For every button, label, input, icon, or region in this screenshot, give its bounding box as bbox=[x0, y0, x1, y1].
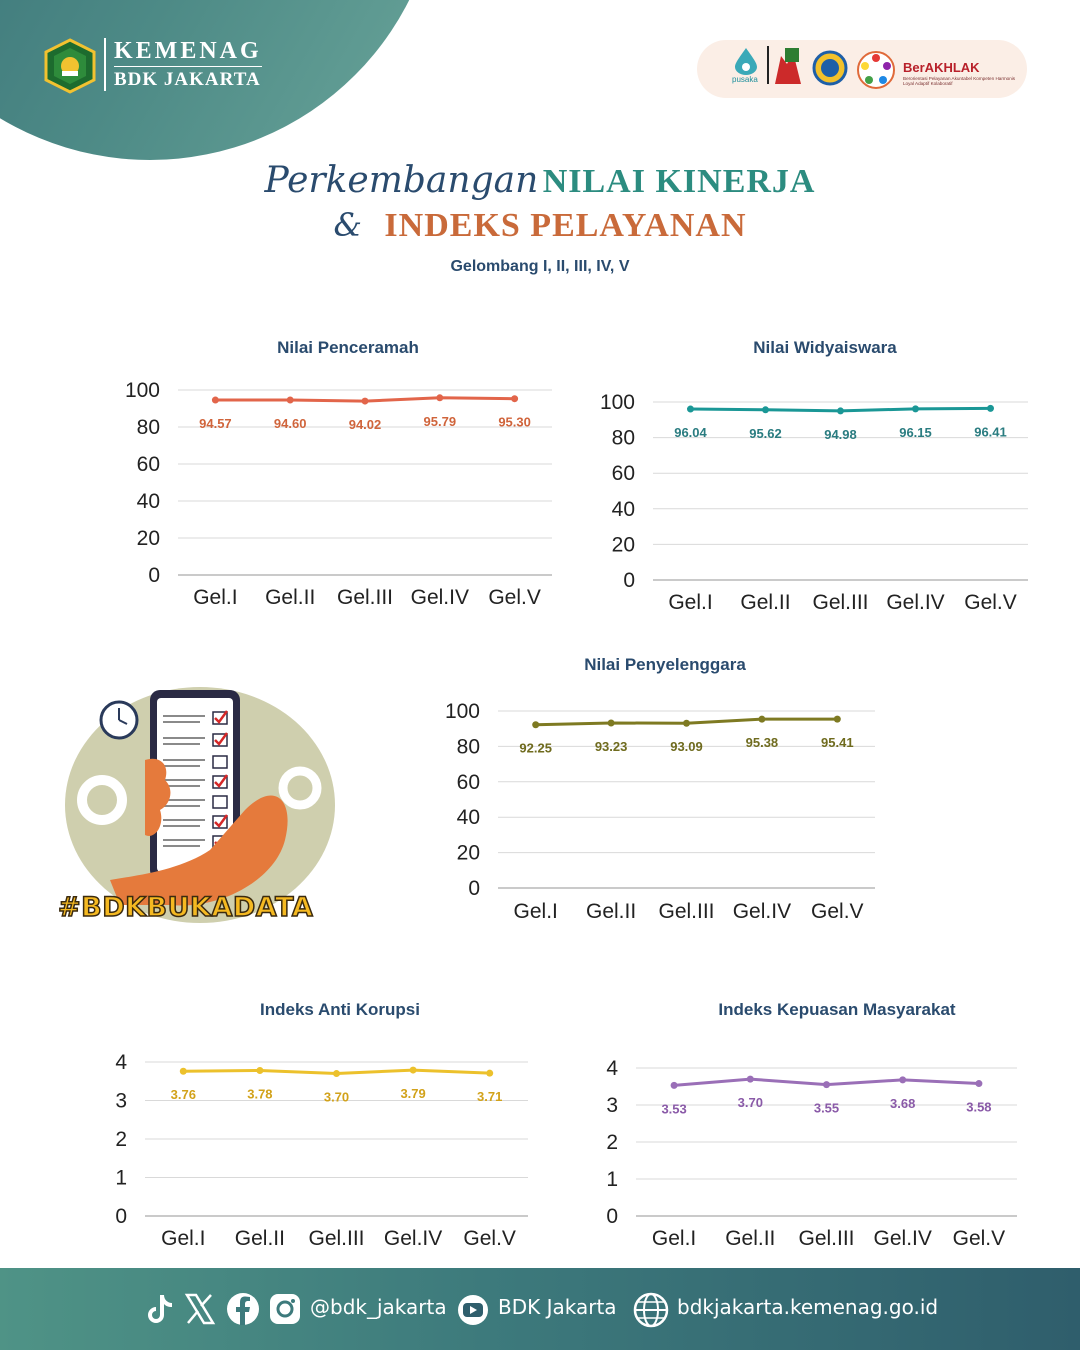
y-tick-label: 0 bbox=[623, 569, 635, 592]
data-point bbox=[436, 394, 443, 401]
footer-website[interactable]: bdkjakarta.kemenag.go.id bbox=[677, 1295, 939, 1319]
berakhlak-tagline: Berorientasi Pelayanan Akuntabel Kompeten Harmonis Loyal Adaptif Kolaboratif bbox=[903, 76, 1016, 86]
x-tick-label: Gel.III bbox=[308, 1227, 365, 1250]
x-tick-label: Gel.I bbox=[651, 1227, 697, 1250]
x-tick-label: Gel.II bbox=[265, 586, 316, 609]
y-tick-label: 0 bbox=[468, 877, 480, 900]
berakhlak-logo: BerAKHLAK bbox=[903, 60, 980, 75]
data-point bbox=[758, 716, 765, 723]
y-tick-label: 20 bbox=[136, 527, 160, 550]
data-point bbox=[256, 1067, 263, 1074]
chart-title: Nilai Widyaiswara bbox=[753, 338, 897, 357]
hashtag-label: #BDKBUKADATA bbox=[58, 892, 314, 923]
y-tick-label: 2 bbox=[115, 1128, 127, 1151]
data-label: 96.04 bbox=[674, 425, 707, 441]
x-tick-label: Gel.IV bbox=[410, 586, 469, 609]
y-tick-label: 40 bbox=[456, 806, 480, 830]
instagram-icon[interactable] bbox=[268, 1292, 302, 1326]
y-tick-label: 1 bbox=[606, 1168, 618, 1191]
y-tick-label: 4 bbox=[606, 1057, 618, 1080]
y-tick-label: 20 bbox=[611, 533, 635, 557]
data-point bbox=[975, 1080, 982, 1087]
y-tick-label: 0 bbox=[148, 564, 160, 587]
data-label: 95.30 bbox=[498, 414, 531, 430]
x-icon[interactable] bbox=[184, 1292, 216, 1326]
x-tick-label: Gel.V bbox=[463, 1227, 516, 1250]
y-tick-label: 1 bbox=[115, 1166, 127, 1190]
y-tick-label: 0 bbox=[606, 1205, 618, 1228]
sps-badge-icon bbox=[812, 50, 848, 86]
title-nilai-kinerja: NILAI KINERJA bbox=[542, 163, 816, 200]
pusaka-label: pusaka bbox=[732, 75, 758, 84]
data-label: 3.70 bbox=[737, 1095, 763, 1111]
data-label: 95.38 bbox=[745, 735, 779, 751]
chart-nilai-penyelenggara bbox=[420, 648, 900, 938]
x-tick-label: Gel.I bbox=[513, 900, 558, 923]
chart-title: Nilai Penceramah bbox=[277, 338, 419, 357]
x-tick-label: Gel.II bbox=[234, 1227, 285, 1250]
y-tick-label: 4 bbox=[115, 1051, 127, 1074]
data-label: 94.60 bbox=[273, 415, 307, 431]
data-label: 95.41 bbox=[821, 735, 854, 751]
data-point bbox=[333, 1070, 340, 1077]
data-label: 3.53 bbox=[661, 1101, 687, 1117]
x-tick-label: Gel.IV bbox=[873, 1227, 932, 1250]
data-label: 3.71 bbox=[477, 1089, 503, 1105]
title-indeks-pelayanan: INDEKS PELAYANAN bbox=[384, 207, 747, 244]
x-tick-label: Gel.V bbox=[952, 1227, 1006, 1250]
data-label: 3.68 bbox=[890, 1095, 916, 1111]
chart-indeks-kepuasan-masyarakat bbox=[590, 990, 1040, 1260]
data-label: 3.55 bbox=[813, 1100, 840, 1116]
x-tick-label: Gel.II bbox=[725, 1227, 776, 1250]
zona-integritas-badge-icon bbox=[856, 50, 896, 90]
y-tick-label: 40 bbox=[611, 497, 635, 521]
y-tick-label: 100 bbox=[124, 379, 160, 402]
data-point bbox=[671, 1082, 678, 1089]
brand-text bbox=[104, 38, 262, 91]
chart-title: Nilai Penyelenggara bbox=[584, 655, 746, 674]
y-tick-label: 100 bbox=[599, 391, 635, 414]
data-point bbox=[410, 1067, 417, 1074]
data-label: 94.57 bbox=[199, 416, 232, 432]
data-label: 3.76 bbox=[170, 1087, 196, 1103]
data-point bbox=[834, 716, 841, 723]
data-point bbox=[532, 721, 539, 728]
data-label: 95.79 bbox=[423, 413, 457, 429]
x-tick-label: Gel.V bbox=[964, 591, 1017, 614]
y-tick-label: 3 bbox=[115, 1089, 127, 1113]
y-tick-label: 80 bbox=[456, 735, 480, 759]
data-label: 3.58 bbox=[966, 1099, 992, 1115]
data-label: 93.09 bbox=[670, 739, 703, 755]
data-point bbox=[987, 405, 994, 412]
title-line1 bbox=[0, 160, 1080, 201]
data-label: 93.23 bbox=[594, 738, 628, 754]
tiktok-icon[interactable] bbox=[144, 1292, 174, 1326]
x-tick-label: Gel.III bbox=[798, 1227, 855, 1250]
chart-title: Indeks Anti Korupsi bbox=[260, 1000, 420, 1019]
data-point bbox=[362, 398, 369, 405]
data-point bbox=[912, 405, 919, 412]
data-label: 3.70 bbox=[323, 1089, 350, 1105]
x-tick-label: Gel.IV bbox=[886, 591, 945, 614]
footer-social-handle[interactable]: @bdk_jakarta bbox=[310, 1295, 447, 1319]
y-tick-label: 60 bbox=[456, 770, 480, 794]
y-tick-label: 80 bbox=[136, 416, 160, 439]
chart-nilai-widyaiswara bbox=[580, 330, 1050, 625]
facebook-icon[interactable] bbox=[226, 1292, 260, 1326]
globe-icon[interactable] bbox=[633, 1292, 669, 1328]
footer-youtube-label[interactable]: BDK Jakarta bbox=[498, 1295, 617, 1319]
data-point bbox=[212, 397, 219, 404]
data-point bbox=[747, 1076, 754, 1083]
x-tick-label: Gel.V bbox=[811, 900, 864, 923]
data-label: 3.79 bbox=[400, 1086, 426, 1102]
x-tick-label: Gel.I bbox=[161, 1227, 206, 1250]
data-point bbox=[287, 396, 294, 403]
x-tick-label: Gel.I bbox=[193, 586, 238, 609]
title-ampersand: & bbox=[333, 206, 362, 244]
x-tick-label: Gel.III bbox=[658, 900, 715, 923]
data-point bbox=[608, 719, 615, 726]
chart-indeks-anti-korupsi bbox=[100, 990, 550, 1260]
x-tick-label: Gel.III bbox=[336, 586, 394, 609]
chart-nilai-penceramah bbox=[100, 330, 570, 620]
data-point bbox=[180, 1068, 187, 1075]
kemenag-logo-icon bbox=[42, 38, 98, 94]
data-point bbox=[823, 1081, 830, 1088]
x-tick-label: Gel.I bbox=[668, 591, 713, 614]
y-tick-label: 0 bbox=[115, 1205, 127, 1228]
y-tick-label: 60 bbox=[136, 453, 160, 476]
x-tick-label: Gel.IV bbox=[732, 900, 792, 923]
data-point bbox=[762, 406, 769, 413]
data-point bbox=[511, 395, 518, 402]
data-point bbox=[486, 1070, 493, 1077]
data-label: 3.78 bbox=[247, 1086, 273, 1102]
x-tick-label: Gel.III bbox=[812, 591, 869, 614]
x-tick-label: Gel.IV bbox=[383, 1227, 443, 1250]
data-label: 96.15 bbox=[899, 424, 932, 440]
chart-title: Indeks Kepuasan Masyarakat bbox=[718, 1000, 956, 1019]
x-tick-label: Gel.V bbox=[488, 586, 541, 609]
youtube-icon[interactable] bbox=[455, 1294, 491, 1326]
y-tick-label: 100 bbox=[444, 700, 480, 723]
data-point bbox=[683, 720, 690, 727]
y-tick-label: 60 bbox=[611, 462, 635, 486]
data-label: 96.41 bbox=[974, 424, 1007, 440]
title-line2 bbox=[0, 206, 1080, 245]
title-script: Perkembangan bbox=[264, 160, 539, 201]
anti-korupsi-badge-icon bbox=[767, 44, 807, 88]
x-tick-label: Gel.II bbox=[586, 900, 637, 923]
y-tick-label: 40 bbox=[136, 490, 160, 513]
data-point bbox=[687, 406, 694, 413]
brand-line1: KEMENAG bbox=[114, 38, 262, 64]
page-subtitle: Gelombang I, II, III, IV, V bbox=[450, 258, 630, 275]
y-tick-label: 3 bbox=[606, 1094, 618, 1117]
data-label: 94.02 bbox=[348, 417, 382, 433]
data-label: 95.62 bbox=[749, 425, 782, 441]
data-label: 92.25 bbox=[519, 740, 552, 756]
y-tick-label: 80 bbox=[611, 426, 635, 450]
data-label: 94.98 bbox=[824, 426, 857, 442]
brand-line2: BDK JAKARTA bbox=[114, 66, 262, 91]
y-tick-label: 20 bbox=[456, 841, 480, 865]
data-point bbox=[837, 407, 844, 414]
data-point bbox=[899, 1076, 906, 1083]
y-tick-label: 2 bbox=[606, 1131, 618, 1154]
pusaka-badge-icon bbox=[733, 46, 759, 76]
x-tick-label: Gel.II bbox=[740, 591, 791, 614]
